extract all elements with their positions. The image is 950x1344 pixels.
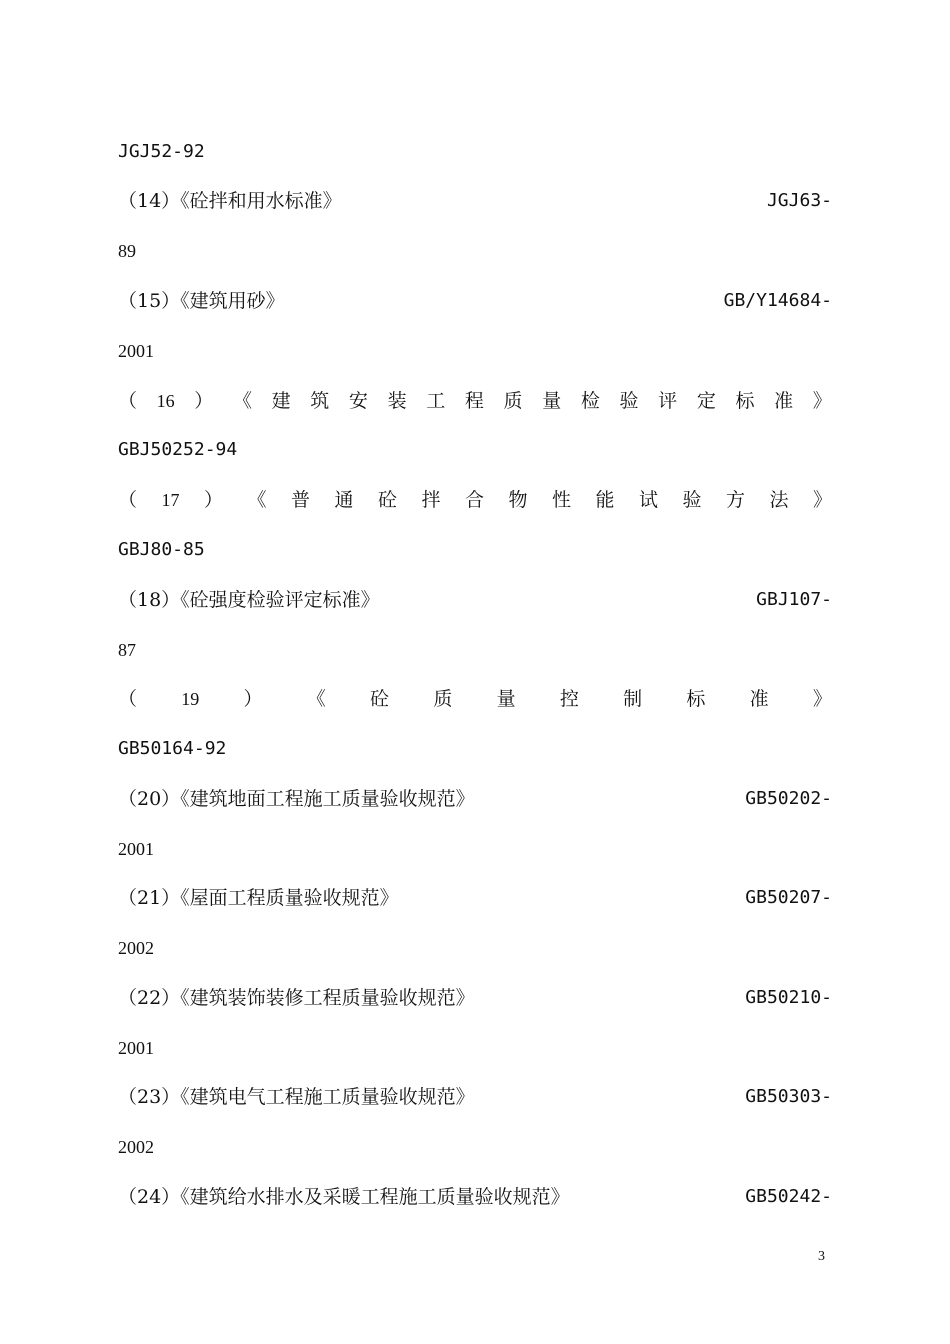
char: 评 xyxy=(658,390,678,412)
standard-title: （24）《建筑给水排水及采暖工程施工质量验收规范》 xyxy=(118,1186,570,1208)
char: 验 xyxy=(619,390,639,412)
text-line: 2002 xyxy=(118,1137,154,1157)
char: 合 xyxy=(464,489,484,511)
standard-code: GB/Y14684- xyxy=(723,290,832,311)
page-number: 3 xyxy=(818,1249,825,1264)
char: 《 xyxy=(232,390,252,412)
char: 16 xyxy=(156,391,175,411)
char: 标 xyxy=(686,688,706,710)
char: 检 xyxy=(580,390,600,412)
standard-entry-14 xyxy=(118,186,832,216)
char: 制 xyxy=(623,688,643,710)
char: 通 xyxy=(334,489,354,511)
text-line: GBJ80-85 xyxy=(118,539,205,560)
char: 质 xyxy=(433,688,453,710)
standard-entry-20 xyxy=(118,784,832,814)
char: （ xyxy=(118,688,138,710)
char: 19 xyxy=(181,689,200,709)
char: （ xyxy=(118,390,138,412)
standard-title: （21）《屋面工程质量验收规范》 xyxy=(118,887,399,909)
standard-entry-23 xyxy=(118,1082,832,1112)
standard-title: （18）《砼强度检验评定标准》 xyxy=(118,589,380,611)
standard-code: GB50210- xyxy=(745,987,832,1008)
standard-entry-19 xyxy=(118,684,832,714)
standard-entry-22 xyxy=(118,983,832,1013)
text-line: 89 xyxy=(118,241,136,261)
char: 装 xyxy=(387,390,407,412)
char: 砼 xyxy=(377,489,397,511)
char: 准 xyxy=(749,688,769,710)
char: 《 xyxy=(247,489,267,511)
char: （ xyxy=(118,489,138,511)
char: 准 xyxy=(774,390,794,412)
char: 标 xyxy=(735,390,755,412)
char: 试 xyxy=(638,489,658,511)
char: 方 xyxy=(725,489,745,511)
char: 定 xyxy=(696,390,716,412)
standard-code: JGJ63- xyxy=(766,190,832,211)
standard-entry-16 xyxy=(118,386,832,416)
char: 量 xyxy=(542,390,562,412)
standard-entry-24 xyxy=(118,1182,832,1212)
standard-entry-15 xyxy=(118,286,832,316)
text-line: JGJ52-92 xyxy=(118,141,205,162)
char: 普 xyxy=(290,489,310,511)
char: 》 xyxy=(812,489,832,511)
standard-code: GB50242- xyxy=(745,1186,832,1207)
text-line: 2002 xyxy=(118,938,154,958)
text-line: 87 xyxy=(118,640,136,660)
standard-code: GB50202- xyxy=(745,788,832,809)
char: ） xyxy=(194,390,214,412)
char: 筑 xyxy=(310,390,330,412)
char: 量 xyxy=(496,688,516,710)
standard-code: GB50303- xyxy=(745,1086,832,1107)
char: 《 xyxy=(306,688,326,710)
char: 法 xyxy=(769,489,789,511)
standard-title: （20）《建筑地面工程施工质量验收规范》 xyxy=(118,788,475,810)
standard-entry-21 xyxy=(118,883,832,913)
char: 质 xyxy=(503,390,523,412)
char: 建 xyxy=(271,390,291,412)
text-line: 2001 xyxy=(118,839,154,859)
char: 砼 xyxy=(370,688,390,710)
char: 17 xyxy=(161,490,180,510)
char: 控 xyxy=(559,688,579,710)
char: 性 xyxy=(551,489,571,511)
standard-title: （22）《建筑装饰装修工程质量验收规范》 xyxy=(118,987,475,1009)
text-line: 2001 xyxy=(118,341,154,361)
char: 》 xyxy=(812,688,832,710)
char: ） xyxy=(243,688,263,710)
text-line: GB50164-92 xyxy=(118,738,227,759)
standard-code: GB50207- xyxy=(745,887,832,908)
char: 验 xyxy=(682,489,702,511)
standard-title: （15）《建筑用砂》 xyxy=(118,290,285,312)
char: 安 xyxy=(348,390,368,412)
standard-entry-18 xyxy=(118,585,832,615)
standard-code: GBJ107- xyxy=(756,589,832,610)
char: 程 xyxy=(464,390,484,412)
char: 》 xyxy=(812,390,832,412)
standard-title: （14）《砼拌和用水标准》 xyxy=(118,190,342,212)
standard-title: （23）《建筑电气工程施工质量验收规范》 xyxy=(118,1086,475,1108)
char: 能 xyxy=(595,489,615,511)
standard-entry-17 xyxy=(118,485,832,515)
char: ） xyxy=(203,489,223,511)
char: 工 xyxy=(426,390,446,412)
char: 物 xyxy=(508,489,528,511)
text-line: 2001 xyxy=(118,1038,154,1058)
char: 拌 xyxy=(421,489,441,511)
text-line: GBJ50252-94 xyxy=(118,439,238,460)
